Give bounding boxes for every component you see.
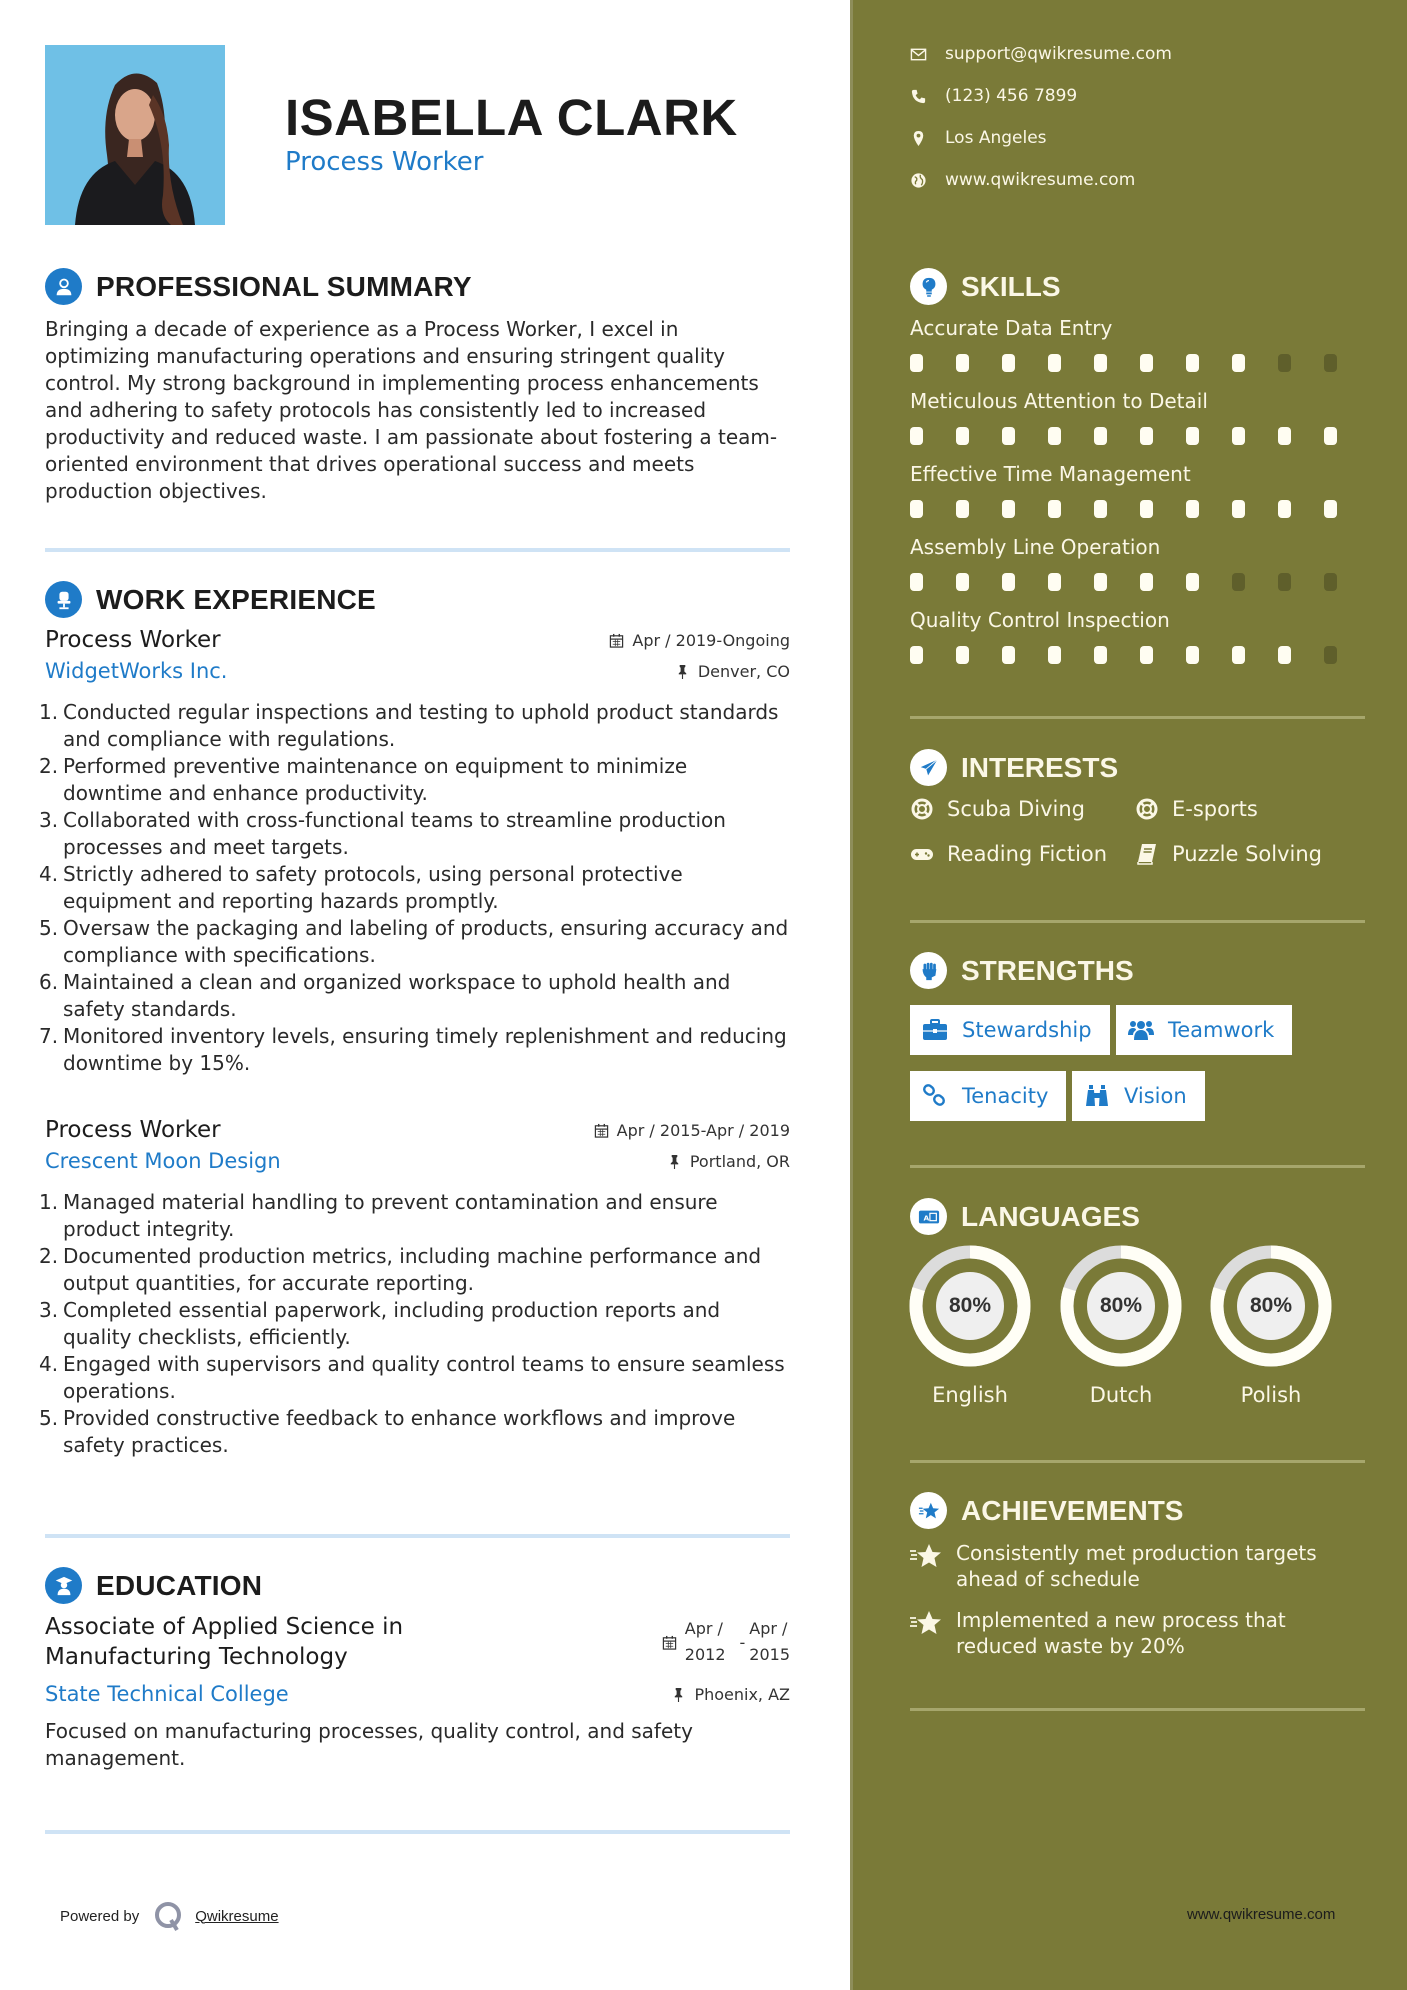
job-location: Portland, OR — [667, 1152, 790, 1171]
degree: Associate of Applied Science in Manufacturing Technology — [45, 1614, 404, 1670]
interest-item: Scuba Diving — [910, 797, 1085, 821]
strengths-heading — [910, 952, 1134, 989]
qwikresume-link[interactable]: Qwikresume — [195, 1907, 279, 1925]
language-item: 80% English — [909, 1245, 1031, 1407]
pushpin-icon — [667, 1154, 682, 1169]
contact-location: Los Angeles — [910, 128, 1047, 148]
chair-icon — [45, 581, 82, 618]
job-company: WidgetWorks Inc. — [45, 659, 228, 683]
job-role: Process Worker — [45, 627, 221, 653]
skill-item: Meticulous Attention to Detail — [910, 389, 1370, 445]
job-bullets — [39, 1189, 790, 1459]
job-entry — [39, 1117, 790, 1459]
skill-rating-10-of-10 — [910, 427, 1370, 445]
pushpin-icon — [675, 664, 690, 679]
list-item: 1. Conducted regular inspections and testing to uphold product standards and compliance with regulations. — [39, 700, 779, 751]
skill-item: Assembly Line Operation — [910, 535, 1370, 591]
life-ring-icon — [1135, 797, 1159, 821]
book-icon — [1135, 842, 1159, 866]
language-progress-ring: 80% — [1210, 1245, 1332, 1367]
contact-website[interactable]: www.qwikresume.com — [910, 170, 1135, 190]
job-dates: Apr / 2019-Ongoing — [609, 631, 790, 650]
list-item: 3. Completed essential paperwork, including production reports and quality checklists, efficiently. — [39, 1298, 721, 1349]
job-company: Crescent Moon Design — [45, 1149, 281, 1173]
skill-item: Quality Control Inspection — [910, 608, 1370, 664]
education-dates: Apr / 2012 - Apr / 2015 — [662, 1616, 790, 1668]
svg-text:A: A — [923, 1213, 929, 1223]
strength-badge: Stewardship — [910, 1005, 1110, 1055]
list-item: 3. Collaborated with cross-functional teams to streamline production processes and meet targets. — [39, 808, 726, 859]
language-item: 80% Dutch — [1060, 1245, 1182, 1407]
section-title: LANGUAGES — [961, 1200, 1140, 1232]
skill-item: Accurate Data Entry — [910, 316, 1370, 372]
calendar-icon — [609, 633, 624, 648]
qwikresume-logo-icon — [153, 1900, 185, 1932]
skill-rating-8-of-10 — [910, 354, 1370, 372]
education-entry — [45, 1612, 790, 1772]
job-entry — [39, 627, 790, 1077]
achievement-item: Consistently met production targets ahead of schedule — [910, 1540, 1360, 1592]
job-dates: Apr / 2015-Apr / 2019 — [594, 1121, 790, 1140]
section-divider — [910, 1460, 1365, 1463]
experience-heading — [45, 581, 376, 618]
phone-icon — [910, 88, 927, 105]
user-icon — [45, 268, 82, 305]
skills-heading — [910, 268, 1061, 305]
fist-icon — [910, 952, 947, 989]
section-divider — [910, 716, 1365, 719]
summary-text: Bringing a decade of experience as a Process Worker, I excel in optimizing manufacturing operations and ensuring stringent quality control. My strong background in implementing process enhancements and adhering to safety protocols has consistently led to increased productivity and reduced waste. I am passionate about fostering a team-oriented environment that drives operational success and meets production objectives. — [45, 317, 778, 503]
powered-by: Powered by Qwikresume — [60, 1900, 279, 1932]
section-title: INTERESTS — [961, 751, 1119, 783]
strength-badge: Vision — [1072, 1071, 1205, 1121]
footer-website-link[interactable]: www.qwikresume.com — [1187, 1906, 1336, 1923]
star-icon — [910, 1492, 947, 1529]
summary-heading — [45, 268, 472, 305]
strength-badge: Teamwork — [1116, 1005, 1292, 1055]
list-item: 5. Provided constructive feedback to enhance workflows and improve safety practices. — [39, 1406, 736, 1457]
contact-phone[interactable]: (123) 456 7899 — [910, 86, 1077, 106]
section-divider — [910, 920, 1365, 923]
list-item: 4. Engaged with supervisors and quality control teams to ensure seamless operations. — [39, 1352, 785, 1403]
list-item: 1. Managed material handling to prevent contamination and ensure product integrity. — [39, 1190, 718, 1241]
language-item: 80% Polish — [1210, 1245, 1332, 1407]
candidate-title: Process Worker — [285, 147, 484, 177]
job-location: Denver, CO — [675, 662, 790, 681]
section-title: ACHIEVEMENTS — [961, 1494, 1184, 1526]
translate-icon — [910, 1198, 947, 1235]
section-title: SKILLS — [961, 270, 1061, 302]
link-icon — [922, 1084, 948, 1108]
skill-rating-10-of-10 — [910, 500, 1370, 518]
graduate-icon — [45, 1567, 82, 1604]
language-progress-ring: 80% — [1060, 1245, 1182, 1367]
globe-icon — [910, 172, 927, 189]
gamepad-icon — [910, 842, 934, 866]
languages-heading — [910, 1198, 1140, 1235]
job-bullets — [39, 699, 790, 1077]
users-icon — [1128, 1018, 1154, 1042]
job-role: Process Worker — [45, 1117, 221, 1143]
map-pin-icon — [910, 130, 927, 147]
person-photo-icon — [45, 45, 225, 225]
calendar-icon — [662, 1635, 677, 1650]
contact-email[interactable]: support@qwikresume.com — [910, 44, 1172, 64]
interest-item: Puzzle Solving — [1135, 842, 1322, 866]
achievement-item: Implemented a new process that reduced waste by 20% — [910, 1607, 1360, 1659]
interests-heading — [910, 749, 1118, 786]
interest-item: E-sports — [1135, 797, 1258, 821]
binoculars-icon — [1084, 1084, 1110, 1108]
candidate-name: ISABELLA CLARK — [285, 89, 738, 146]
section-title: EDUCATION — [96, 1569, 263, 1601]
star-icon — [910, 1542, 942, 1570]
briefcase-icon — [922, 1018, 948, 1042]
calendar-icon — [594, 1123, 609, 1138]
list-item: 7. Monitored inventory levels, ensuring timely replenishment and reducing downtime by 15%. — [39, 1024, 787, 1075]
achievements-heading — [910, 1492, 1183, 1529]
section-divider — [45, 548, 790, 552]
life-ring-icon — [910, 797, 934, 821]
section-title: PROFESSIONAL SUMMARY — [96, 270, 472, 302]
lightbulb-icon — [910, 268, 947, 305]
profile-photo — [45, 45, 225, 225]
list-item: 5. Oversaw the packaging and labeling of products, ensuring accuracy and compliance with specifications. — [39, 916, 789, 967]
paper-plane-icon — [910, 749, 947, 786]
star-icon — [910, 1609, 942, 1637]
skill-item: Effective Time Management — [910, 462, 1370, 518]
strength-badge: Tenacity — [910, 1071, 1066, 1121]
section-title: STRENGTHS — [961, 954, 1134, 986]
skill-rating-9-of-10 — [910, 646, 1370, 664]
list-item: 2. Performed preventive maintenance on equipment to minimize downtime and enhance productivity. — [39, 754, 688, 805]
section-divider — [45, 1534, 790, 1538]
section-title: WORK EXPERIENCE — [96, 583, 376, 615]
school-name: State Technical College — [45, 1682, 289, 1706]
skill-rating-7-of-10 — [910, 573, 1370, 591]
section-divider — [45, 1830, 790, 1834]
list-item: 6. Maintained a clean and organized workspace to uphold health and safety standards. — [39, 970, 731, 1021]
education-heading — [45, 1567, 262, 1604]
education-location: Phoenix, AZ — [671, 1685, 790, 1704]
language-progress-ring: 80% — [909, 1245, 1031, 1367]
section-divider — [910, 1165, 1365, 1168]
interest-item: Reading Fiction — [910, 842, 1107, 866]
education-description: Focused on manufacturing processes, quality control, and safety management. — [45, 1719, 693, 1770]
list-item: 2. Documented production metrics, including machine performance and output quantities, for accurate reporting. — [39, 1244, 762, 1295]
pushpin-icon — [671, 1687, 686, 1702]
section-divider — [910, 1708, 1365, 1711]
list-item: 4. Strictly adhered to safety protocols, using personal protective equipment and reporting hazards promptly. — [39, 862, 683, 913]
envelope-icon — [910, 46, 927, 63]
